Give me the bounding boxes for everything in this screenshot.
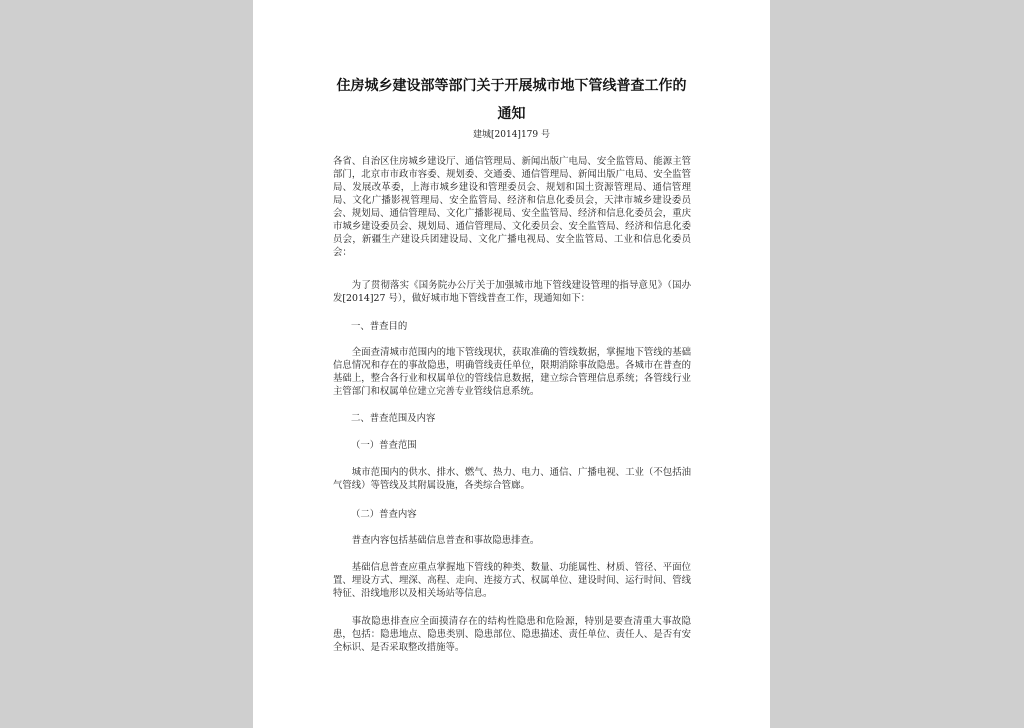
document-title-line-2: 通知 — [497, 106, 526, 122]
section-1-heading: 一、普查目的 — [351, 321, 408, 332]
document-title-line-1: 住房城乡建设部等部门关于开展城市地下管线普查工作的 — [336, 78, 687, 94]
section-1-body: 全面查清城市范围内的地下管线现状，获取准确的管线数据，掌握地下管线的基础信息情况和存在的事故隐患，明确管线责任单位，限期消除事故隐患。各城市在普查的基础上，整合各行业和权属单位的管线信息数据，建立综合管理信息系统；各管线行业主管部门和权属单位建立完善专业管线信息系统。 — [333, 347, 691, 397]
section-2-1-heading: （一）普查范围 — [351, 440, 417, 451]
section-2-2-heading: （二）普查内容 — [351, 509, 417, 520]
document-number: 建城[2014]179 号 — [473, 130, 550, 140]
addressees-paragraph: 各省、自治区住房城乡建设厅、通信管理局、新闻出版广电局、安全监管局、能源主管部门，北京市市政市容委、规划委、交通委、通信管理局、新闻出版广电局、安全监管局、发展改革委，上海市城乡建设和管理委员会、规划和国土资源管理局、通信管理局、文化广播影视管理局、安全监管局、经济和信息化委员会，天津市城乡建设委员会、规划局、通信管理局、文化广播影视局、安全监管局、经济和信息化委员会，重庆市城乡建设委员会、规划局、通信管理局、文化委员会、安全监管局、经济和信息化委员会，新疆生产建设兵团建设局、文化广播电视局、安全监管局、工业和信息化委员会： — [333, 156, 691, 258]
section-2-2-body-3: 事故隐患排查应全面摸清存在的结构性隐患和危险源，特别是要查清重大事故隐患，包括：隐患地点、隐患类别、隐患部位、隐患描述、责任单位、责任人、是否有安全标识、是否采取整改措施等。 — [333, 616, 691, 653]
intro-paragraph: 为了贯彻落实《国务院办公厅关于加强城市地下管线建设管理的指导意见》（国办发[2014]27 号），做好城市地下管线普查工作，现通知如下： — [333, 280, 691, 304]
section-2-heading: 二、普查范围及内容 — [351, 413, 436, 424]
section-2-1-body: 城市范围内的供水、排水、燃气、热力、电力、通信、广播电视、工业（不包括油气管线）等管线及其附属设施，各类综合管廊。 — [333, 467, 691, 491]
section-2-2-body-1: 普查内容包括基础信息普查和事故隐患排查。 — [351, 535, 540, 546]
document-page — [253, 0, 770, 728]
section-2-2-body-2: 基础信息普查应重点掌握地下管线的种类、数量、功能属性、材质、管径、平面位置、埋设方式、埋深、高程、走向、连接方式、权属单位、建设时间、运行时间、管线特征、沿线地形以及相关场站等信息。 — [333, 562, 691, 599]
